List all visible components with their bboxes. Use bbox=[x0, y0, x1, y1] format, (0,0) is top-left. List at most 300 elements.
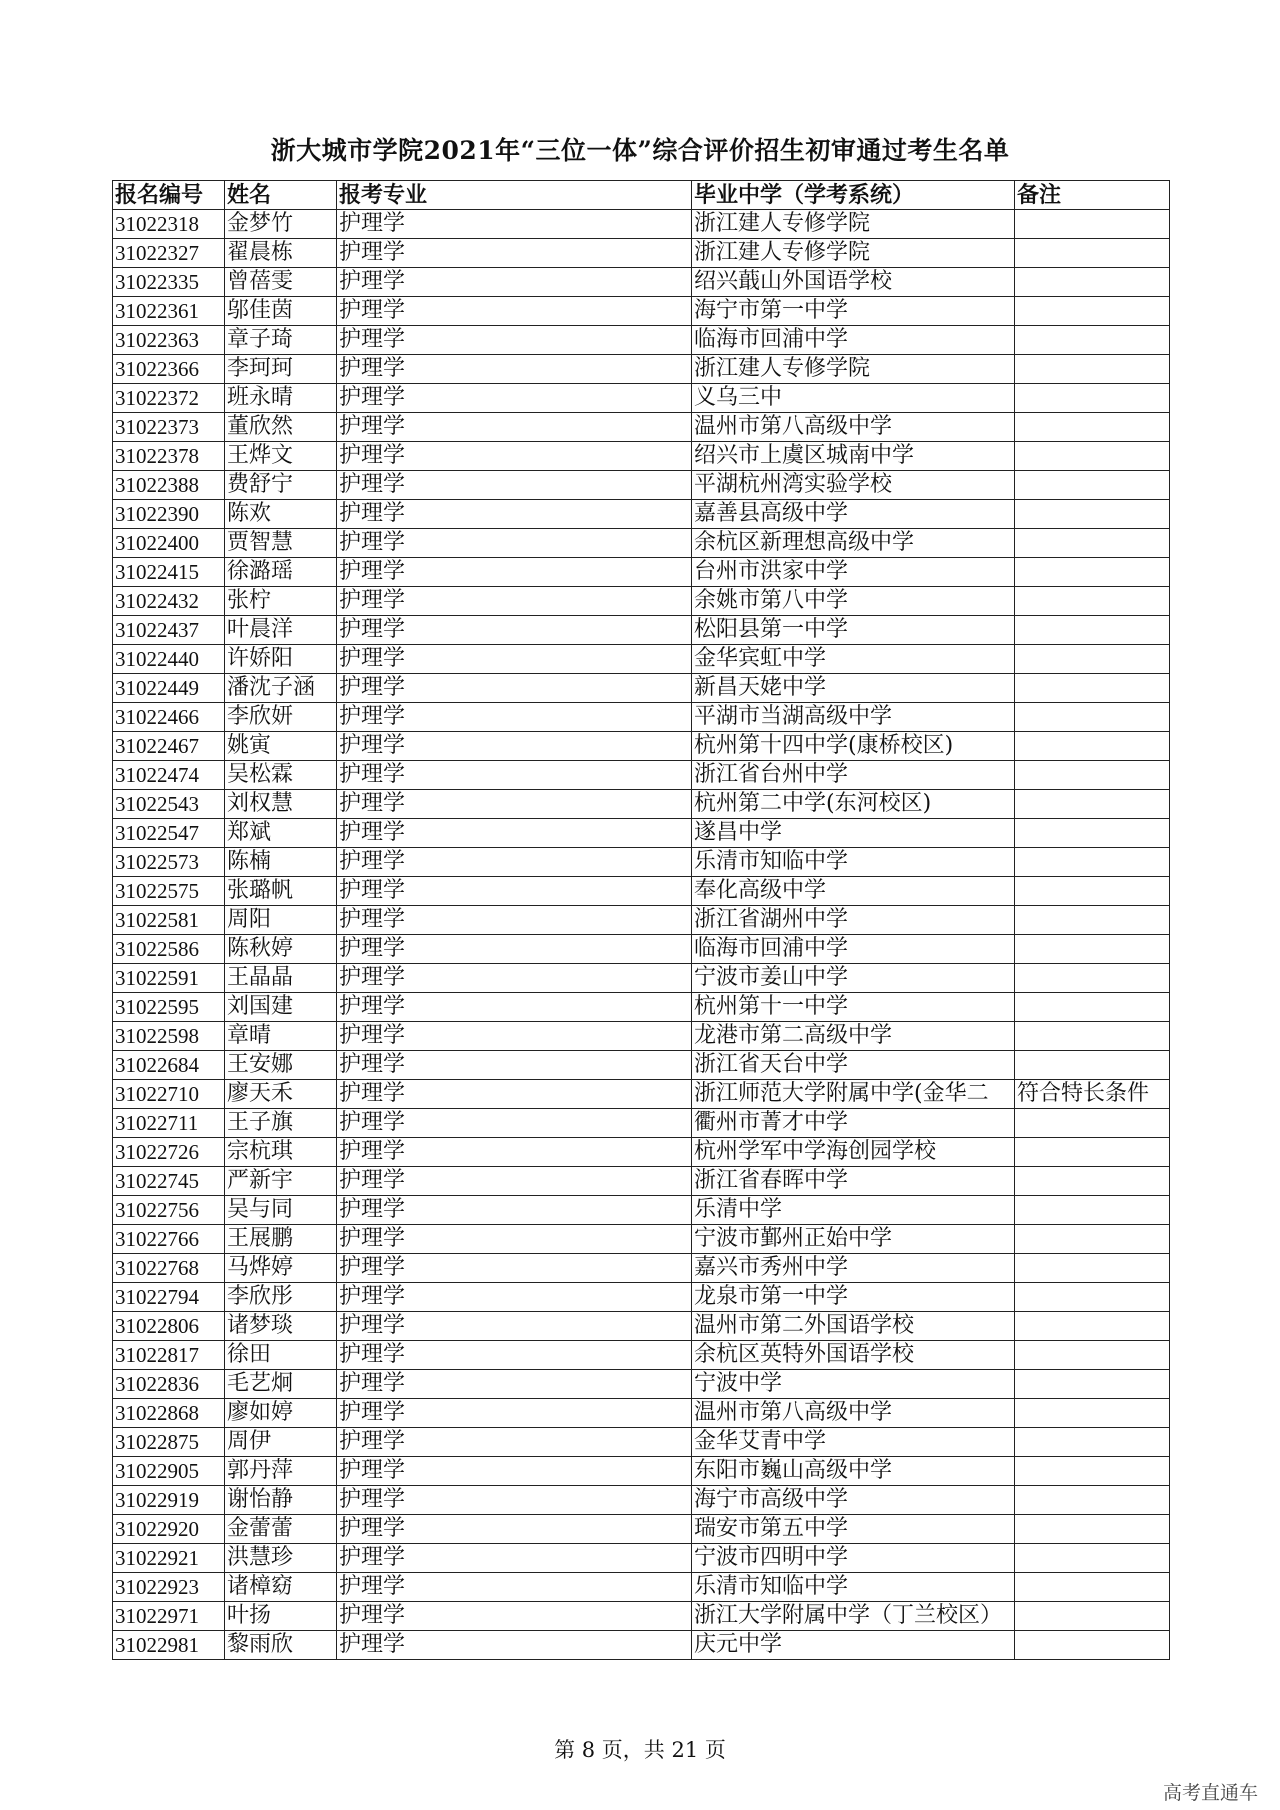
cell-name: 廖如婷 bbox=[225, 1399, 337, 1428]
cell-major: 护理学 bbox=[337, 1080, 692, 1109]
table-row bbox=[113, 1486, 1170, 1515]
cell-school: 乐清市知临中学 bbox=[692, 1573, 1015, 1602]
cell-name: 陈欢 bbox=[225, 500, 337, 529]
cell-major: 护理学 bbox=[337, 500, 692, 529]
cell-school: 遂昌中学 bbox=[692, 819, 1015, 848]
cell-id: 31022543 bbox=[113, 790, 225, 819]
page-indicator: 第 8 页，共 21 页 bbox=[554, 1738, 726, 1762]
table-row bbox=[113, 413, 1170, 442]
cell-id: 31022684 bbox=[113, 1051, 225, 1080]
cell-id: 31022373 bbox=[113, 413, 225, 442]
cell-id: 31022923 bbox=[113, 1573, 225, 1602]
cell-name: 毛艺炯 bbox=[225, 1370, 337, 1399]
cell-school: 浙江省天台中学 bbox=[692, 1051, 1015, 1080]
cell-remark bbox=[1015, 558, 1170, 587]
cell-id: 31022573 bbox=[113, 848, 225, 877]
table-row bbox=[113, 848, 1170, 877]
table-row bbox=[113, 1515, 1170, 1544]
table-row bbox=[113, 645, 1170, 674]
cell-school: 义乌三中 bbox=[692, 384, 1015, 413]
table-row bbox=[113, 877, 1170, 906]
cell-major: 护理学 bbox=[337, 326, 692, 355]
cell-name: 吴松霖 bbox=[225, 761, 337, 790]
cell-remark bbox=[1015, 1138, 1170, 1167]
cell-id: 31022581 bbox=[113, 906, 225, 935]
column-header-name: 姓名 bbox=[225, 181, 337, 210]
cell-major: 护理学 bbox=[337, 1109, 692, 1138]
cell-school: 衢州市菁才中学 bbox=[692, 1109, 1015, 1138]
cell-remark bbox=[1015, 674, 1170, 703]
column-header-major: 报考专业 bbox=[337, 181, 692, 210]
column-header-id: 报名编号 bbox=[113, 181, 225, 210]
cell-major: 护理学 bbox=[337, 355, 692, 384]
cell-id: 31022868 bbox=[113, 1399, 225, 1428]
cell-remark bbox=[1015, 1602, 1170, 1631]
cell-id: 31022440 bbox=[113, 645, 225, 674]
cell-major: 护理学 bbox=[337, 906, 692, 935]
cell-school: 台州市洪家中学 bbox=[692, 558, 1015, 587]
table-row bbox=[113, 326, 1170, 355]
table-row bbox=[113, 819, 1170, 848]
table-row bbox=[113, 529, 1170, 558]
cell-remark bbox=[1015, 790, 1170, 819]
cell-remark bbox=[1015, 1051, 1170, 1080]
cell-remark bbox=[1015, 500, 1170, 529]
cell-remark bbox=[1015, 703, 1170, 732]
cell-id: 31022766 bbox=[113, 1225, 225, 1254]
cell-major: 护理学 bbox=[337, 935, 692, 964]
cell-name: 徐田 bbox=[225, 1341, 337, 1370]
cell-school: 浙江师范大学附属中学(金华二 bbox=[692, 1080, 1015, 1109]
cell-remark bbox=[1015, 297, 1170, 326]
cell-school: 浙江建人专修学院 bbox=[692, 239, 1015, 268]
cell-remark bbox=[1015, 1544, 1170, 1573]
cell-name: 陈楠 bbox=[225, 848, 337, 877]
cell-name: 王烨文 bbox=[225, 442, 337, 471]
cell-major: 护理学 bbox=[337, 1167, 692, 1196]
cell-school: 宁波中学 bbox=[692, 1370, 1015, 1399]
table-row bbox=[113, 1312, 1170, 1341]
cell-major: 护理学 bbox=[337, 1283, 692, 1312]
cell-name: 邬佳茵 bbox=[225, 297, 337, 326]
cell-id: 31022591 bbox=[113, 964, 225, 993]
column-header-remark: 备注 bbox=[1015, 181, 1170, 210]
cell-name: 陈秋婷 bbox=[225, 935, 337, 964]
table-header bbox=[113, 181, 1170, 210]
cell-id: 31022710 bbox=[113, 1080, 225, 1109]
cell-school: 海宁市高级中学 bbox=[692, 1486, 1015, 1515]
table-row bbox=[113, 703, 1170, 732]
table-row bbox=[113, 558, 1170, 587]
cell-remark bbox=[1015, 1428, 1170, 1457]
cell-major: 护理学 bbox=[337, 964, 692, 993]
cell-major: 护理学 bbox=[337, 268, 692, 297]
cell-remark bbox=[1015, 1631, 1170, 1660]
table-row bbox=[113, 587, 1170, 616]
cell-id: 31022432 bbox=[113, 587, 225, 616]
cell-school: 平湖市当湖高级中学 bbox=[692, 703, 1015, 732]
cell-id: 31022768 bbox=[113, 1254, 225, 1283]
cell-major: 护理学 bbox=[337, 1428, 692, 1457]
cell-remark bbox=[1015, 906, 1170, 935]
cell-major: 护理学 bbox=[337, 1370, 692, 1399]
watermark-text: 高考直通车 bbox=[1162, 1782, 1258, 1804]
table-row bbox=[113, 239, 1170, 268]
cell-major: 护理学 bbox=[337, 1457, 692, 1486]
cell-id: 31022466 bbox=[113, 703, 225, 732]
cell-name: 黎雨欣 bbox=[225, 1631, 337, 1660]
cell-id: 31022817 bbox=[113, 1341, 225, 1370]
table-row bbox=[113, 993, 1170, 1022]
table-row bbox=[113, 1109, 1170, 1138]
table-row bbox=[113, 1022, 1170, 1051]
cell-major: 护理学 bbox=[337, 413, 692, 442]
cell-school: 金华艾青中学 bbox=[692, 1428, 1015, 1457]
table-row bbox=[113, 1573, 1170, 1602]
cell-id: 31022595 bbox=[113, 993, 225, 1022]
cell-name: 马烨婷 bbox=[225, 1254, 337, 1283]
cell-major: 护理学 bbox=[337, 848, 692, 877]
table-row bbox=[113, 1225, 1170, 1254]
cell-remark bbox=[1015, 587, 1170, 616]
cell-name: 诸梦琰 bbox=[225, 1312, 337, 1341]
table-body bbox=[113, 210, 1170, 1660]
cell-id: 31022836 bbox=[113, 1370, 225, 1399]
cell-id: 31022378 bbox=[113, 442, 225, 471]
cell-major: 护理学 bbox=[337, 1051, 692, 1080]
cell-major: 护理学 bbox=[337, 471, 692, 500]
cell-major: 护理学 bbox=[337, 1196, 692, 1225]
cell-name: 潘沈子涵 bbox=[225, 674, 337, 703]
cell-major: 护理学 bbox=[337, 442, 692, 471]
cell-name: 徐潞瑶 bbox=[225, 558, 337, 587]
cell-school: 奉化高级中学 bbox=[692, 877, 1015, 906]
cell-school: 浙江省台州中学 bbox=[692, 761, 1015, 790]
cell-id: 31022806 bbox=[113, 1312, 225, 1341]
table-row bbox=[113, 906, 1170, 935]
cell-school: 杭州学军中学海创园学校 bbox=[692, 1138, 1015, 1167]
cell-school: 浙江建人专修学院 bbox=[692, 355, 1015, 384]
cell-name: 诸樟窈 bbox=[225, 1573, 337, 1602]
cell-school: 松阳县第一中学 bbox=[692, 616, 1015, 645]
cell-id: 31022318 bbox=[113, 210, 225, 239]
cell-remark bbox=[1015, 413, 1170, 442]
cell-school: 乐清市知临中学 bbox=[692, 848, 1015, 877]
table-row bbox=[113, 732, 1170, 761]
cell-id: 31022971 bbox=[113, 1602, 225, 1631]
cell-id: 31022449 bbox=[113, 674, 225, 703]
cell-id: 31022905 bbox=[113, 1457, 225, 1486]
cell-major: 护理学 bbox=[337, 819, 692, 848]
table-row bbox=[113, 210, 1170, 239]
cell-remark bbox=[1015, 1341, 1170, 1370]
cell-name: 郭丹萍 bbox=[225, 1457, 337, 1486]
cell-school: 浙江省春晖中学 bbox=[692, 1167, 1015, 1196]
cell-id: 31022327 bbox=[113, 239, 225, 268]
cell-name: 宗杭琪 bbox=[225, 1138, 337, 1167]
cell-school: 温州市第二外国语学校 bbox=[692, 1312, 1015, 1341]
cell-major: 护理学 bbox=[337, 993, 692, 1022]
cell-remark: 符合特长条件 bbox=[1015, 1080, 1170, 1109]
cell-remark bbox=[1015, 239, 1170, 268]
cell-remark bbox=[1015, 1022, 1170, 1051]
cell-id: 31022335 bbox=[113, 268, 225, 297]
table-row bbox=[113, 1602, 1170, 1631]
table-row bbox=[113, 1080, 1170, 1109]
cell-remark bbox=[1015, 1486, 1170, 1515]
cell-id: 31022366 bbox=[113, 355, 225, 384]
cell-school: 嘉兴市秀州中学 bbox=[692, 1254, 1015, 1283]
cell-name: 曾蓓雯 bbox=[225, 268, 337, 297]
cell-major: 护理学 bbox=[337, 616, 692, 645]
cell-major: 护理学 bbox=[337, 703, 692, 732]
cell-remark bbox=[1015, 529, 1170, 558]
cell-name: 李欣妍 bbox=[225, 703, 337, 732]
cell-major: 护理学 bbox=[337, 1312, 692, 1341]
table-row bbox=[113, 384, 1170, 413]
cell-remark bbox=[1015, 326, 1170, 355]
cell-id: 31022575 bbox=[113, 877, 225, 906]
cell-remark bbox=[1015, 761, 1170, 790]
table-row bbox=[113, 442, 1170, 471]
cell-remark bbox=[1015, 268, 1170, 297]
cell-id: 31022711 bbox=[113, 1109, 225, 1138]
cell-major: 护理学 bbox=[337, 1631, 692, 1660]
cell-school: 龙港市第二高级中学 bbox=[692, 1022, 1015, 1051]
table-row bbox=[113, 500, 1170, 529]
cell-remark bbox=[1015, 1312, 1170, 1341]
cell-major: 护理学 bbox=[337, 732, 692, 761]
cell-name: 王展鹏 bbox=[225, 1225, 337, 1254]
cell-name: 刘权慧 bbox=[225, 790, 337, 819]
cell-id: 31022586 bbox=[113, 935, 225, 964]
cell-id: 31022372 bbox=[113, 384, 225, 413]
cell-remark bbox=[1015, 645, 1170, 674]
cell-school: 浙江建人专修学院 bbox=[692, 210, 1015, 239]
table-row bbox=[113, 1370, 1170, 1399]
table-row bbox=[113, 935, 1170, 964]
document-title: 浙大城市学院2021年“三位一体”综合评价招生初审通过考生名单 bbox=[270, 136, 1010, 165]
cell-name: 李珂珂 bbox=[225, 355, 337, 384]
cell-school: 宁波市四明中学 bbox=[692, 1544, 1015, 1573]
cell-school: 乐清中学 bbox=[692, 1196, 1015, 1225]
cell-major: 护理学 bbox=[337, 1399, 692, 1428]
cell-major: 护理学 bbox=[337, 645, 692, 674]
cell-major: 护理学 bbox=[337, 761, 692, 790]
cell-name: 谢怡静 bbox=[225, 1486, 337, 1515]
cell-major: 护理学 bbox=[337, 1022, 692, 1051]
cell-remark bbox=[1015, 877, 1170, 906]
cell-school: 临海市回浦中学 bbox=[692, 326, 1015, 355]
cell-school: 海宁市第一中学 bbox=[692, 297, 1015, 326]
table-row bbox=[113, 761, 1170, 790]
cell-id: 31022363 bbox=[113, 326, 225, 355]
cell-school: 龙泉市第一中学 bbox=[692, 1283, 1015, 1312]
table-row bbox=[113, 964, 1170, 993]
cell-name: 叶扬 bbox=[225, 1602, 337, 1631]
cell-name: 吴与同 bbox=[225, 1196, 337, 1225]
cell-remark bbox=[1015, 384, 1170, 413]
table-row bbox=[113, 355, 1170, 384]
cell-name: 刘国建 bbox=[225, 993, 337, 1022]
cell-school: 临海市回浦中学 bbox=[692, 935, 1015, 964]
cell-id: 31022920 bbox=[113, 1515, 225, 1544]
cell-major: 护理学 bbox=[337, 529, 692, 558]
cell-major: 护理学 bbox=[337, 1486, 692, 1515]
cell-name: 严新宇 bbox=[225, 1167, 337, 1196]
cell-remark bbox=[1015, 1457, 1170, 1486]
cell-name: 董欣然 bbox=[225, 413, 337, 442]
cell-name: 王子旗 bbox=[225, 1109, 337, 1138]
cell-major: 护理学 bbox=[337, 297, 692, 326]
cell-name: 贾智慧 bbox=[225, 529, 337, 558]
cell-remark bbox=[1015, 1370, 1170, 1399]
table-row bbox=[113, 1196, 1170, 1225]
cell-id: 31022437 bbox=[113, 616, 225, 645]
cell-id: 31022745 bbox=[113, 1167, 225, 1196]
cell-name: 翟晨栋 bbox=[225, 239, 337, 268]
cell-id: 31022474 bbox=[113, 761, 225, 790]
cell-name: 洪慧珍 bbox=[225, 1544, 337, 1573]
cell-name: 金蕾蕾 bbox=[225, 1515, 337, 1544]
cell-school: 庆元中学 bbox=[692, 1631, 1015, 1660]
cell-school: 余杭区新理想高级中学 bbox=[692, 529, 1015, 558]
cell-remark bbox=[1015, 993, 1170, 1022]
table-row bbox=[113, 268, 1170, 297]
header-row bbox=[113, 181, 1170, 210]
table-row bbox=[113, 616, 1170, 645]
cell-major: 护理学 bbox=[337, 210, 692, 239]
cell-major: 护理学 bbox=[337, 384, 692, 413]
cell-major: 护理学 bbox=[337, 1254, 692, 1283]
cell-remark bbox=[1015, 1196, 1170, 1225]
cell-id: 31022547 bbox=[113, 819, 225, 848]
cell-remark bbox=[1015, 1515, 1170, 1544]
cell-school: 宁波市鄞州正始中学 bbox=[692, 1225, 1015, 1254]
cell-remark bbox=[1015, 819, 1170, 848]
cell-school: 温州市第八高级中学 bbox=[692, 1399, 1015, 1428]
candidate-table bbox=[112, 180, 1170, 1660]
cell-remark bbox=[1015, 1573, 1170, 1602]
cell-name: 周阳 bbox=[225, 906, 337, 935]
cell-id: 31022390 bbox=[113, 500, 225, 529]
cell-major: 护理学 bbox=[337, 1138, 692, 1167]
cell-name: 金梦竹 bbox=[225, 210, 337, 239]
cell-name: 张柠 bbox=[225, 587, 337, 616]
cell-major: 护理学 bbox=[337, 790, 692, 819]
cell-name: 章晴 bbox=[225, 1022, 337, 1051]
table-row bbox=[113, 790, 1170, 819]
cell-remark bbox=[1015, 442, 1170, 471]
cell-school: 新昌天姥中学 bbox=[692, 674, 1015, 703]
cell-name: 李欣彤 bbox=[225, 1283, 337, 1312]
cell-id: 31022919 bbox=[113, 1486, 225, 1515]
cell-id: 31022361 bbox=[113, 297, 225, 326]
table-row bbox=[113, 1457, 1170, 1486]
cell-remark bbox=[1015, 1109, 1170, 1138]
cell-remark bbox=[1015, 1167, 1170, 1196]
cell-name: 费舒宁 bbox=[225, 471, 337, 500]
cell-major: 护理学 bbox=[337, 1225, 692, 1254]
cell-remark bbox=[1015, 210, 1170, 239]
cell-name: 叶晨洋 bbox=[225, 616, 337, 645]
cell-remark bbox=[1015, 1254, 1170, 1283]
cell-name: 姚寅 bbox=[225, 732, 337, 761]
table-row bbox=[113, 1399, 1170, 1428]
cell-major: 护理学 bbox=[337, 1515, 692, 1544]
cell-school: 浙江大学附属中学（丁兰校区） bbox=[692, 1602, 1015, 1631]
cell-name: 王晶晶 bbox=[225, 964, 337, 993]
table-row bbox=[113, 297, 1170, 326]
column-header-school: 毕业中学（学考系统） bbox=[692, 181, 1015, 210]
cell-school: 杭州第十一中学 bbox=[692, 993, 1015, 1022]
cell-remark bbox=[1015, 355, 1170, 384]
cell-remark bbox=[1015, 1283, 1170, 1312]
cell-remark bbox=[1015, 935, 1170, 964]
cell-school: 杭州第十四中学(康桥校区) bbox=[692, 732, 1015, 761]
table-row bbox=[113, 1283, 1170, 1312]
cell-major: 护理学 bbox=[337, 239, 692, 268]
table-row bbox=[113, 1341, 1170, 1370]
cell-remark bbox=[1015, 1399, 1170, 1428]
cell-remark bbox=[1015, 732, 1170, 761]
cell-name: 郑斌 bbox=[225, 819, 337, 848]
cell-major: 护理学 bbox=[337, 674, 692, 703]
table-row bbox=[113, 1254, 1170, 1283]
cell-school: 温州市第八高级中学 bbox=[692, 413, 1015, 442]
cell-name: 班永晴 bbox=[225, 384, 337, 413]
table-row bbox=[113, 1138, 1170, 1167]
cell-id: 31022415 bbox=[113, 558, 225, 587]
table-row bbox=[113, 1631, 1170, 1660]
cell-name: 章子琦 bbox=[225, 326, 337, 355]
cell-school: 余姚市第八中学 bbox=[692, 587, 1015, 616]
cell-name: 许娇阳 bbox=[225, 645, 337, 674]
cell-id: 31022921 bbox=[113, 1544, 225, 1573]
cell-remark bbox=[1015, 964, 1170, 993]
cell-major: 护理学 bbox=[337, 1544, 692, 1573]
table-row bbox=[113, 674, 1170, 703]
cell-school: 宁波市姜山中学 bbox=[692, 964, 1015, 993]
cell-id: 31022981 bbox=[113, 1631, 225, 1660]
cell-id: 31022400 bbox=[113, 529, 225, 558]
cell-major: 护理学 bbox=[337, 1602, 692, 1631]
cell-remark bbox=[1015, 471, 1170, 500]
cell-id: 31022726 bbox=[113, 1138, 225, 1167]
cell-school: 绍兴蕺山外国语学校 bbox=[692, 268, 1015, 297]
table-row bbox=[113, 1051, 1170, 1080]
table-row bbox=[113, 1167, 1170, 1196]
cell-school: 杭州第二中学(东河校区) bbox=[692, 790, 1015, 819]
cell-major: 护理学 bbox=[337, 587, 692, 616]
table-row bbox=[113, 471, 1170, 500]
cell-remark bbox=[1015, 616, 1170, 645]
cell-school: 嘉善县高级中学 bbox=[692, 500, 1015, 529]
cell-id: 31022388 bbox=[113, 471, 225, 500]
cell-school: 东阳市巍山高级中学 bbox=[692, 1457, 1015, 1486]
cell-school: 浙江省湖州中学 bbox=[692, 906, 1015, 935]
cell-major: 护理学 bbox=[337, 1341, 692, 1370]
cell-school: 瑞安市第五中学 bbox=[692, 1515, 1015, 1544]
cell-school: 余杭区英特外国语学校 bbox=[692, 1341, 1015, 1370]
cell-remark bbox=[1015, 1225, 1170, 1254]
cell-id: 31022467 bbox=[113, 732, 225, 761]
cell-id: 31022756 bbox=[113, 1196, 225, 1225]
cell-school: 平湖杭州湾实验学校 bbox=[692, 471, 1015, 500]
cell-name: 张璐帆 bbox=[225, 877, 337, 906]
cell-name: 廖天禾 bbox=[225, 1080, 337, 1109]
cell-id: 31022794 bbox=[113, 1283, 225, 1312]
